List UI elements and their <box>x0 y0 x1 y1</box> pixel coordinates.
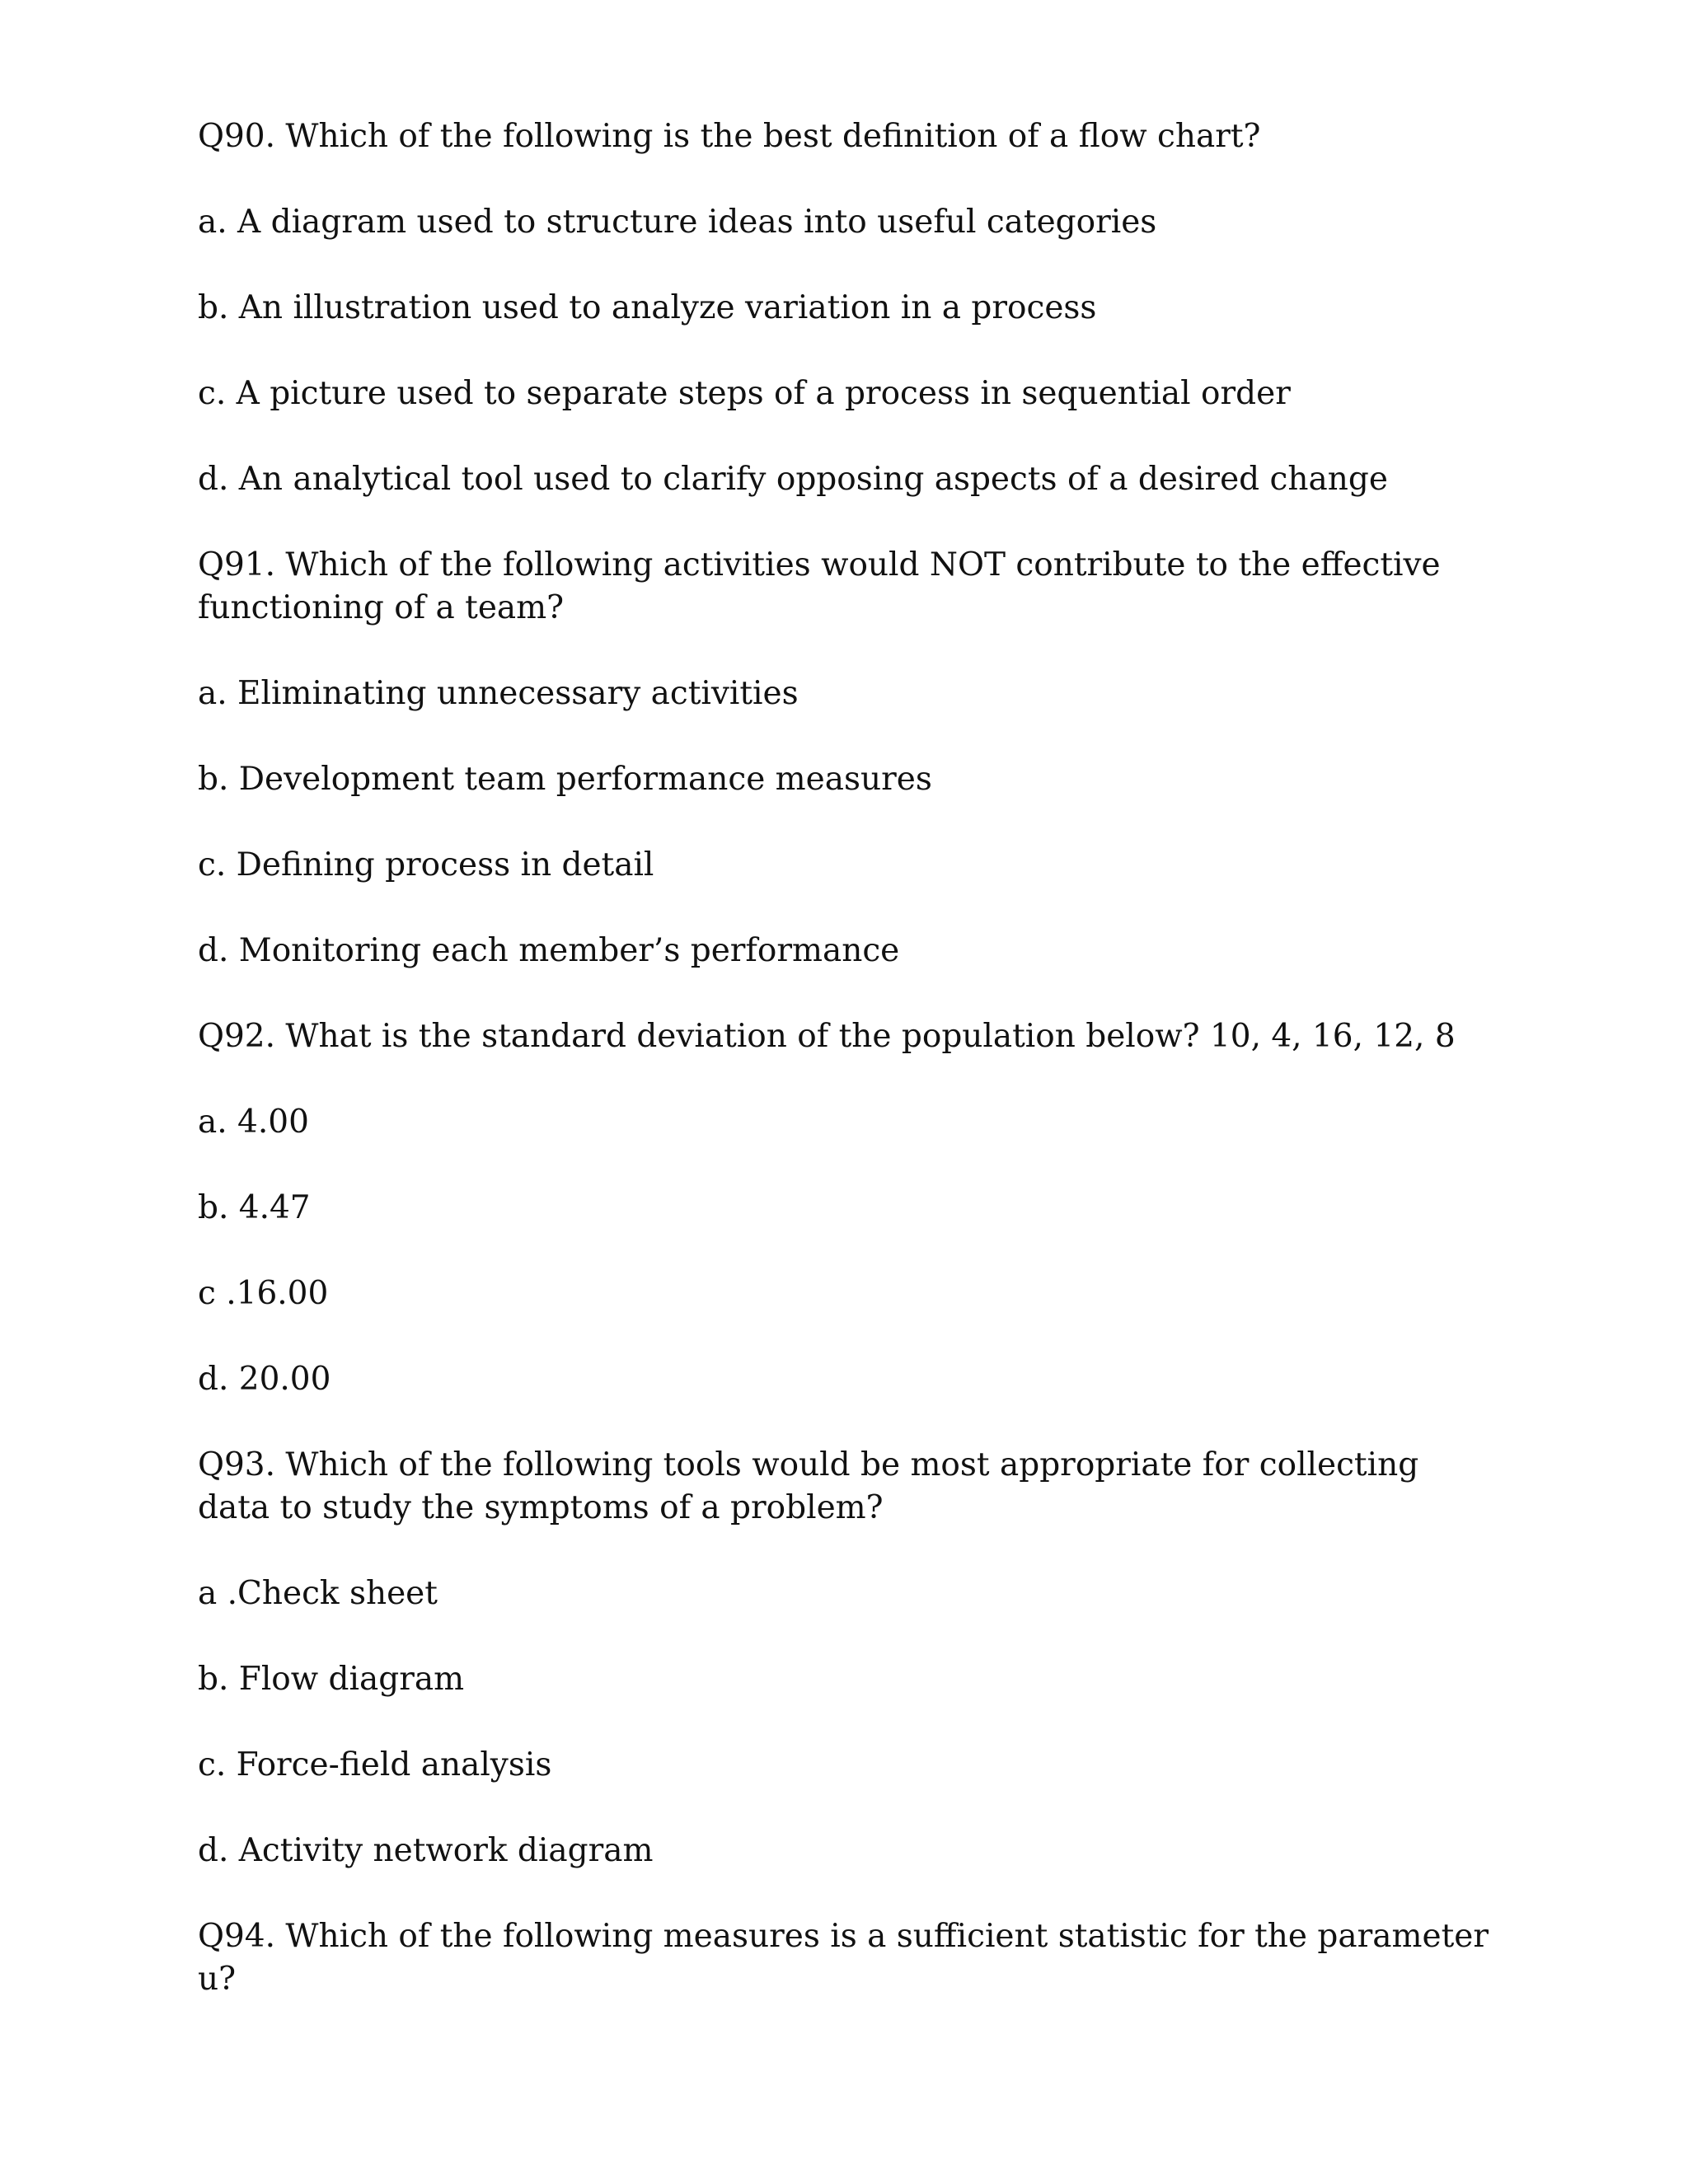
question-text: Q90. Which of the following is the best definition of a flow chart? <box>198 118 1261 155</box>
question-block-q91 <box>198 544 1500 972</box>
answer-option: b. Development team performance measures <box>198 761 932 798</box>
answer-option: d. An analytical tool used to clarify opposing aspects of a desired change <box>198 461 1388 498</box>
question-block-q93 <box>198 1444 1500 1872</box>
answer-option: a. 4.00 <box>198 1104 309 1141</box>
answer-option: d. Monitoring each member’s performance <box>198 932 900 969</box>
answer-option: a. A diagram used to structure ideas into useful categories <box>198 204 1157 241</box>
answer-option: b. 4.47 <box>198 1189 311 1226</box>
question-text: Q92. What is the standard deviation of the population below? 10, 4, 16, 12, 8 <box>198 1018 1456 1055</box>
answer-option: b. An illustration used to analyze variation in a process <box>198 289 1097 326</box>
answer-option: a .Check sheet <box>198 1575 438 1612</box>
answer-option: d. Activity network diagram <box>198 1832 654 1869</box>
question-text: Q93. Which of the following tools would be most appropriate for collecting data to study the symptoms of a problem? <box>198 1446 1419 1526</box>
answer-option: c .16.00 <box>198 1275 329 1312</box>
answer-option: a. Eliminating unnecessary activities <box>198 675 799 712</box>
document-page <box>198 115 1500 2044</box>
question-block-q92 <box>198 1015 1500 1401</box>
answer-option: b. Flow diagram <box>198 1661 465 1698</box>
question-text: Q94. Which of the following measures is a sufficient statistic for the parameter u? <box>198 1918 1489 1998</box>
question-block-q90 <box>198 115 1500 501</box>
answer-option: d. 20.00 <box>198 1361 331 1398</box>
question-block-q94 <box>198 1915 1500 2001</box>
answer-option: c. Force-field analysis <box>198 1746 552 1783</box>
answer-option: c. A picture used to separate steps of a process in sequential order <box>198 375 1291 412</box>
question-text: Q91. Which of the following activities would NOT contribute to the effective functioning of a team? <box>198 546 1441 626</box>
answer-option: c. Defining process in detail <box>198 846 654 883</box>
